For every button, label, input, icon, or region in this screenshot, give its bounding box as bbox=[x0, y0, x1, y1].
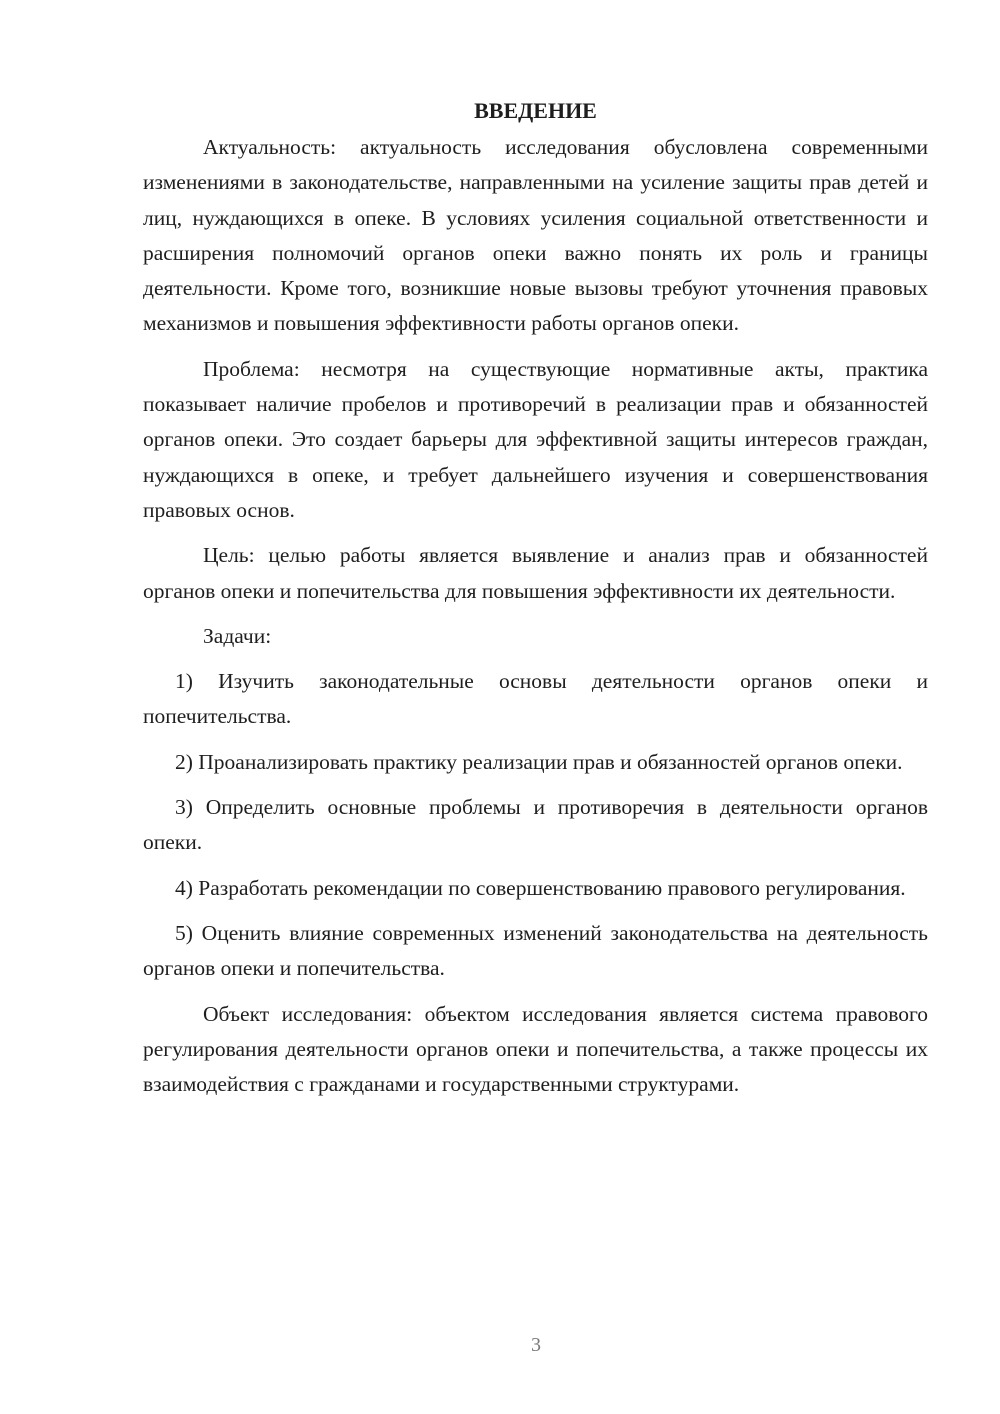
page-number: 3 bbox=[531, 1334, 541, 1356]
task-item: 4) Разработать рекомендации по совершенствованию правового регулирования. bbox=[175, 875, 906, 900]
goal-paragraph: Цель: целью работы является выявление и анализ прав и обязанностей органов опеки и попечительства для повышения эффективности их деятельности. bbox=[143, 543, 928, 603]
object-paragraph: Объект исследования: объектом исследования является система правового регулирования деятельности органов опеки и попечительства, а также процессы их взаимодействия с гражданами и государственными структурами. bbox=[143, 1001, 928, 1097]
section-heading: ВВЕДЕНИЕ bbox=[474, 98, 597, 123]
task-item: 3) Определить основные проблемы и противоречия в деятельности органов опеки. bbox=[143, 795, 928, 855]
task-item: 2) Проанализировать практику реализации прав и обязанностей органов опеки. bbox=[175, 749, 903, 774]
problem-paragraph: Проблема: несмотря на существующие нормативные акты, практика показывает наличие пробелов и противоречий в реализации прав и обязанностей органов опеки. Это создает барьеры для эффективной защиты интересов граждан, нуждающихся в опеке, и требует дальнейшего изучения и совершенствования правовых основ. bbox=[143, 356, 928, 522]
relevance-paragraph: Актуальность: актуальность исследования обусловлена современными изменениями в законодательстве, направленными на усиление защиты прав детей и лиц, нуждающихся в опеке. В условиях усиления социальной ответственности и расширения полномочий органов опеки важно понять их роль и границы деятельности. Кроме того, возникшие новые вызовы требуют уточнения правовых механизмов и повышения эффективности работы органов опеки. bbox=[143, 135, 928, 336]
page-content bbox=[143, 93, 928, 1112]
task-item: 1) Изучить законодательные основы деятельности органов опеки и попечительства. bbox=[143, 669, 928, 729]
tasks-label: Задачи: bbox=[203, 623, 272, 648]
task-item: 5) Оценить влияние современных изменений законодательства на деятельность органов опеки и попечительства. bbox=[143, 920, 928, 981]
